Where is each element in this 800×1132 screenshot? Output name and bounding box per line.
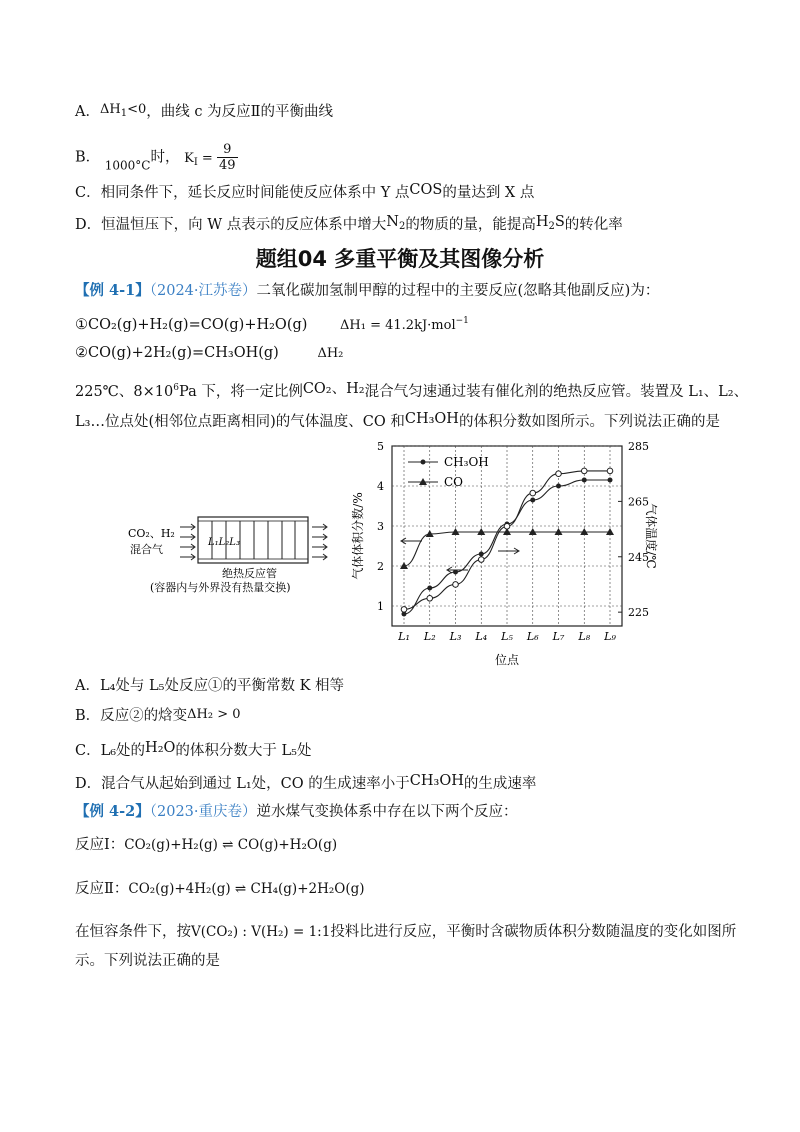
x-tick-label: L₅ — [501, 630, 513, 643]
ch3oh-point — [427, 586, 432, 591]
fraction: $\frac{9}{49}$ — [218, 142, 236, 173]
ex42-text-1: 在恒容条件下，按V(CO₂) : V(H₂) = 1:1投料比进行反应，平衡时含碳物质体积分数随温度的变化如图所 — [75, 924, 737, 940]
y-tick-label: 3 — [377, 520, 384, 533]
x-tick-label: L₇ — [552, 630, 565, 643]
y-tick-label: 2 — [377, 560, 384, 573]
outlet-arrows — [312, 524, 327, 560]
option-c: C．相同条件下，延长反应时间能使反应体系中 Y 点COS的量达到 X 点 — [75, 182, 535, 201]
example-4-2-header: 【例 4-2】（2023·重庆卷）逆水煤气变换体系中存在以下两个反应： — [75, 803, 518, 820]
x-tick-label: L₁ — [398, 630, 410, 643]
y-axis-label: 气体体积分数/% — [351, 492, 365, 580]
temperature-point — [478, 557, 484, 563]
reaction-i: 反应Ⅰ：CO₂(g)+H₂(g) ⇌ CO(g)+H₂O(g) — [75, 837, 338, 853]
tube-position-labels: L₁L₂L₃ — [208, 537, 240, 548]
ch3oh-point — [608, 478, 613, 483]
y-tick-label: 1 — [377, 600, 384, 613]
example-4-1-header: 【例 4-1】（2024·江苏卷）二氧化碳加氢制甲醇的过程中的主要反应(忽略其他副反应)为： — [75, 282, 660, 299]
ch3oh-point — [479, 552, 484, 557]
temperature-point — [453, 582, 459, 588]
legend-ch3oh: CH₃OH — [444, 455, 489, 469]
x-tick-label: L₈ — [578, 630, 591, 643]
ex42-text-2: 示。下列说法正确的是 — [75, 953, 220, 969]
x-tick-label: L₆ — [526, 630, 539, 643]
temperature-point — [607, 468, 613, 474]
x-axis-label: 位点 — [494, 653, 520, 667]
ex41-option-d: D．混合气从起始到通过 L₁处，CO 的生成速率小于CH₃OH的生成速率 — [75, 773, 537, 792]
option-d: D．恒温恒压下，向 W 点表示的反应体系中增大$N_2$的物质的量，能提高$H_2S$的转化率 — [75, 214, 623, 233]
reaction-2: ②CO(g)+2H₂(g)=CH₃OH(g) ΔH₂ — [75, 345, 344, 361]
gas-in-label: CO₂、H₂ — [128, 527, 175, 540]
example-source: （2023·重庆卷） — [149, 804, 257, 820]
x-tick-label: L₂ — [423, 630, 436, 643]
mix-label: 混合气 — [130, 543, 163, 556]
condition-line-2: L₃…位点处(相邻位点距离相同)的气体温度、CO 和CH₃OH的体积分数如图所示。下列说法正确的是 — [75, 411, 720, 430]
y-tick-label: 5 — [377, 440, 384, 453]
example-tag: 【例 4-2】 — [75, 803, 150, 820]
ch3oh-point — [582, 478, 587, 483]
y2-tick-label: 285 — [628, 440, 649, 453]
option-a: A．$\Delta H_1<0$，曲线 c 为反应Ⅱ的平衡曲线 — [75, 102, 333, 120]
y2-tick-label: 265 — [628, 495, 649, 509]
ch3oh-point — [530, 498, 535, 503]
ex41-option-a: A．L₄处与 L₅处反应①的平衡常数 K 相等 — [75, 678, 345, 694]
tube-caption: 绝热反应管 — [222, 567, 277, 580]
series-line-1 — [404, 532, 610, 566]
x-tick-label: L₄ — [475, 630, 488, 643]
ch3oh-point — [556, 484, 561, 489]
temperature-point — [504, 524, 510, 530]
x-tick-label: L₉ — [604, 630, 616, 643]
temperature-point — [556, 471, 562, 477]
legend — [408, 455, 489, 489]
option-b: B． $_{1000^\circ C}$时， $K_I$ = $\frac{9}{49}$ — [75, 142, 236, 173]
ex41-option-b: B．反应②的焓变ΔH₂ > 0 — [75, 707, 241, 724]
reaction-1: ①CO₂(g)+H₂(g)=CO(g)+H₂O(g) ΔH₁ = 41.2kJ·mol$^{-1}$ — [75, 316, 469, 333]
temperature-point — [530, 490, 536, 496]
y-tick-label: 4 — [377, 480, 384, 493]
chart-volume-temperature — [350, 438, 658, 670]
y2-tick-label: 245 — [628, 550, 649, 564]
example-tag: 【例 4-1】 — [75, 282, 150, 299]
tube-note: (容器内与外界没有热量交换) — [150, 581, 291, 594]
direction-arrows — [401, 538, 519, 573]
x-tick-label: L₃ — [449, 630, 462, 643]
example-source: （2024·江苏卷） — [149, 283, 257, 299]
y2-tick-label: 225 — [628, 606, 649, 620]
temperature-point — [401, 607, 407, 613]
legend-ch3oh-marker — [421, 460, 426, 465]
condition-line-1: 225℃、$8\times 10^6Pa$ 下，将一定比例CO₂、H₂混合气匀速通过装有催化剂的绝热反应管。装置及 L₁、L₂、 — [75, 381, 749, 400]
section-title: 题组04 多重平衡及其图像分析 — [255, 247, 545, 271]
inlet-arrows — [180, 524, 195, 560]
legend-co: CO — [444, 475, 464, 489]
reaction-ii: 反应Ⅱ：CO₂(g)+4H₂(g) ⇌ CH₄(g)+2H₂O(g) — [75, 881, 365, 897]
temperature-point — [581, 468, 587, 474]
y2-axis-label: 气体温度/℃ — [644, 503, 658, 569]
apparatus-diagram — [120, 505, 350, 595]
temperature-point — [427, 596, 433, 602]
ex41-option-c: C．L₆处的H₂O的体积分数大于 L₅处 — [75, 740, 312, 759]
